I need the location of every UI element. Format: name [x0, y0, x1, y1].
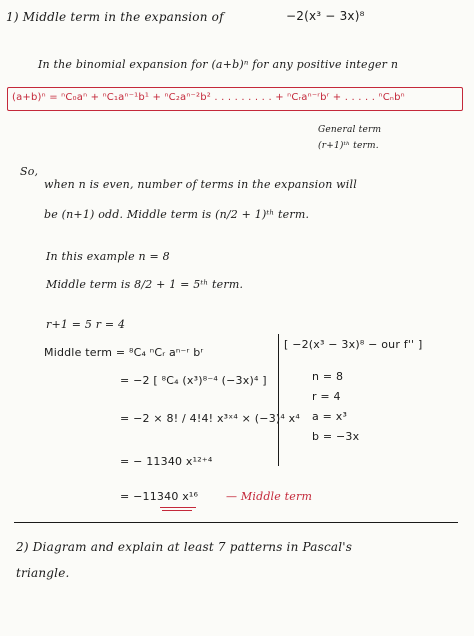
so-label: So,: [20, 165, 39, 178]
side-divider: [278, 334, 279, 466]
general-term-sub: (r+1)ᵗʰ term.: [318, 141, 379, 151]
middle-term-position: Middle term is 8/2 + 1 = 5ᵗʰ term.: [46, 278, 244, 291]
side-r: r = 4: [312, 390, 341, 403]
side-n: n = 8: [312, 370, 344, 383]
q2-line-1: 2) Diagram and explain at least 7 patterns in Pascal's: [16, 540, 353, 554]
example-line: In this example n = 8: [46, 250, 170, 263]
binomial-intro: In the binomial expansion for (a+b)ⁿ for any positive integer n: [38, 58, 399, 71]
step-2: = −2 [ ⁸C₄ (x³)⁸⁻⁴ (−3x)⁴ ]: [120, 374, 267, 387]
q2-line-2: triangle.: [16, 566, 70, 580]
step-5-note: — Middle term: [226, 490, 313, 503]
side-expression: [ −2(x³ − 3x)⁸ − our f'' ]: [284, 338, 423, 351]
q1-title: 1) Middle term in the expansion of: [6, 10, 224, 24]
answer-underline-2: [162, 510, 192, 511]
step-5: = −11340 x¹⁶: [120, 490, 199, 503]
section-divider: [14, 522, 458, 523]
side-b: b = −3x: [312, 430, 360, 443]
step-3: = −2 × 8! / 4!4! x³ˣ⁴ × (−3)⁴ x⁴: [120, 412, 301, 425]
even-line-1: when n is even, number of terms in the expansion will: [44, 178, 357, 191]
answer-underline: [160, 507, 196, 508]
r-values: r+1 = 5 r = 4: [46, 318, 126, 331]
binomial-expansion: (a+b)ⁿ = ⁿC₀aⁿ + ⁿC₁aⁿ⁻¹b¹ + ⁿC₂aⁿ⁻²b² . . . . . . . . . + ⁿCᵣaⁿ⁻ʳbʳ + . . . . . ⁿCₙbⁿ: [12, 92, 405, 103]
step-1: Middle term = ⁸C₄ ⁿCᵣ aⁿ⁻ʳ bʳ: [44, 346, 204, 359]
side-a: a = x³: [312, 410, 348, 423]
general-term-label: General term: [318, 125, 382, 135]
step-4: = − 11340 x¹²⁺⁴: [120, 455, 213, 468]
q1-title-expression: −2(x³ − 3x)⁸: [286, 9, 365, 23]
even-line-2: be (n+1) odd. Middle term is (n/2 + 1)ᵗʰ term.: [44, 208, 310, 221]
